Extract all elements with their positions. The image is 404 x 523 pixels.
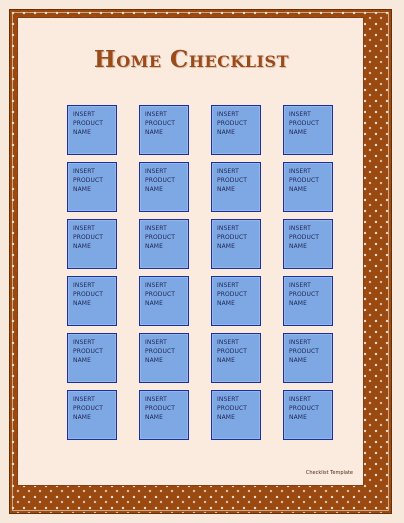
card-line-3: NAME	[145, 243, 163, 250]
card-line-1: INSERT	[217, 168, 239, 175]
product-card	[211, 276, 261, 326]
product-card	[67, 333, 117, 383]
product-card	[139, 390, 189, 440]
card-line-1: INSERT	[73, 168, 95, 175]
card-line-2: PRODUCT	[289, 177, 320, 184]
card-line-1: INSERT	[217, 396, 239, 403]
card-line-2: PRODUCT	[289, 405, 320, 412]
product-card	[67, 390, 117, 440]
card-line-1: INSERT	[289, 225, 311, 232]
product-card	[67, 162, 117, 212]
card-line-2: PRODUCT	[289, 120, 320, 127]
card-line-2: PRODUCT	[289, 234, 320, 241]
card-line-1: INSERT	[145, 282, 167, 289]
card-line-2: PRODUCT	[217, 405, 248, 412]
card-line-3: NAME	[73, 243, 91, 250]
product-card	[283, 390, 333, 440]
product-grid	[67, 105, 342, 440]
card-line-3: NAME	[73, 414, 91, 421]
product-card	[211, 333, 261, 383]
product-card	[139, 105, 189, 155]
card-line-2: PRODUCT	[73, 120, 104, 127]
card-line-3: NAME	[289, 186, 307, 193]
card-line-1: INSERT	[145, 225, 167, 232]
card-line-2: PRODUCT	[217, 177, 248, 184]
product-card	[283, 276, 333, 326]
card-line-1: INSERT	[289, 396, 311, 403]
card-line-3: NAME	[289, 357, 307, 364]
product-card	[211, 105, 261, 155]
card-line-2: PRODUCT	[217, 120, 248, 127]
card-line-3: NAME	[145, 186, 163, 193]
card-line-3: NAME	[73, 186, 91, 193]
card-line-3: NAME	[217, 243, 235, 250]
card-line-3: NAME	[145, 414, 163, 421]
card-line-3: NAME	[73, 129, 91, 136]
card-line-2: PRODUCT	[73, 177, 104, 184]
card-line-3: NAME	[217, 357, 235, 364]
card-line-2: PRODUCT	[217, 348, 248, 355]
product-card	[139, 276, 189, 326]
product-card	[283, 219, 333, 269]
card-line-3: NAME	[217, 300, 235, 307]
card-line-1: INSERT	[73, 282, 95, 289]
card-line-2: PRODUCT	[73, 348, 104, 355]
card-line-1: INSERT	[73, 225, 95, 232]
card-line-2: PRODUCT	[145, 405, 176, 412]
card-line-2: PRODUCT	[145, 177, 176, 184]
product-card	[283, 105, 333, 155]
product-card	[211, 219, 261, 269]
card-line-1: INSERT	[289, 282, 311, 289]
card-line-1: INSERT	[217, 111, 239, 118]
document-body	[17, 17, 364, 486]
card-line-3: NAME	[289, 129, 307, 136]
product-card	[67, 219, 117, 269]
page-title: Home Checklist	[93, 46, 290, 73]
product-card	[67, 276, 117, 326]
card-line-2: PRODUCT	[217, 234, 248, 241]
card-line-1: INSERT	[289, 111, 311, 118]
card-line-3: NAME	[289, 243, 307, 250]
card-line-1: INSERT	[217, 282, 239, 289]
footer-note: Checklist Template	[305, 470, 353, 476]
product-card	[211, 390, 261, 440]
card-line-1: INSERT	[217, 225, 239, 232]
product-card	[283, 162, 333, 212]
card-line-2: PRODUCT	[73, 234, 104, 241]
card-line-3: NAME	[289, 414, 307, 421]
card-line-3: NAME	[289, 300, 307, 307]
product-card	[283, 333, 333, 383]
card-line-2: PRODUCT	[73, 405, 104, 412]
card-line-3: NAME	[217, 186, 235, 193]
card-line-2: PRODUCT	[145, 120, 176, 127]
product-card	[67, 105, 117, 155]
card-line-1: INSERT	[73, 339, 95, 346]
card-line-1: INSERT	[145, 396, 167, 403]
product-card	[139, 162, 189, 212]
card-line-2: PRODUCT	[289, 291, 320, 298]
card-line-2: PRODUCT	[217, 291, 248, 298]
product-card	[139, 333, 189, 383]
card-line-1: INSERT	[73, 396, 95, 403]
card-line-1: INSERT	[145, 339, 167, 346]
card-line-1: INSERT	[73, 111, 95, 118]
product-card	[211, 162, 261, 212]
card-line-2: PRODUCT	[145, 348, 176, 355]
card-line-3: NAME	[73, 300, 91, 307]
card-line-2: PRODUCT	[73, 291, 104, 298]
card-line-3: NAME	[145, 300, 163, 307]
card-line-2: PRODUCT	[145, 291, 176, 298]
card-line-1: INSERT	[289, 168, 311, 175]
card-line-2: PRODUCT	[289, 348, 320, 355]
card-line-1: INSERT	[145, 111, 167, 118]
card-line-2: PRODUCT	[145, 234, 176, 241]
card-line-3: NAME	[145, 129, 163, 136]
card-line-1: INSERT	[289, 339, 311, 346]
card-line-3: NAME	[217, 414, 235, 421]
card-line-3: NAME	[73, 357, 91, 364]
card-line-3: NAME	[145, 357, 163, 364]
card-line-1: INSERT	[145, 168, 167, 175]
card-line-3: NAME	[217, 129, 235, 136]
card-line-1: INSERT	[217, 339, 239, 346]
product-card	[139, 219, 189, 269]
